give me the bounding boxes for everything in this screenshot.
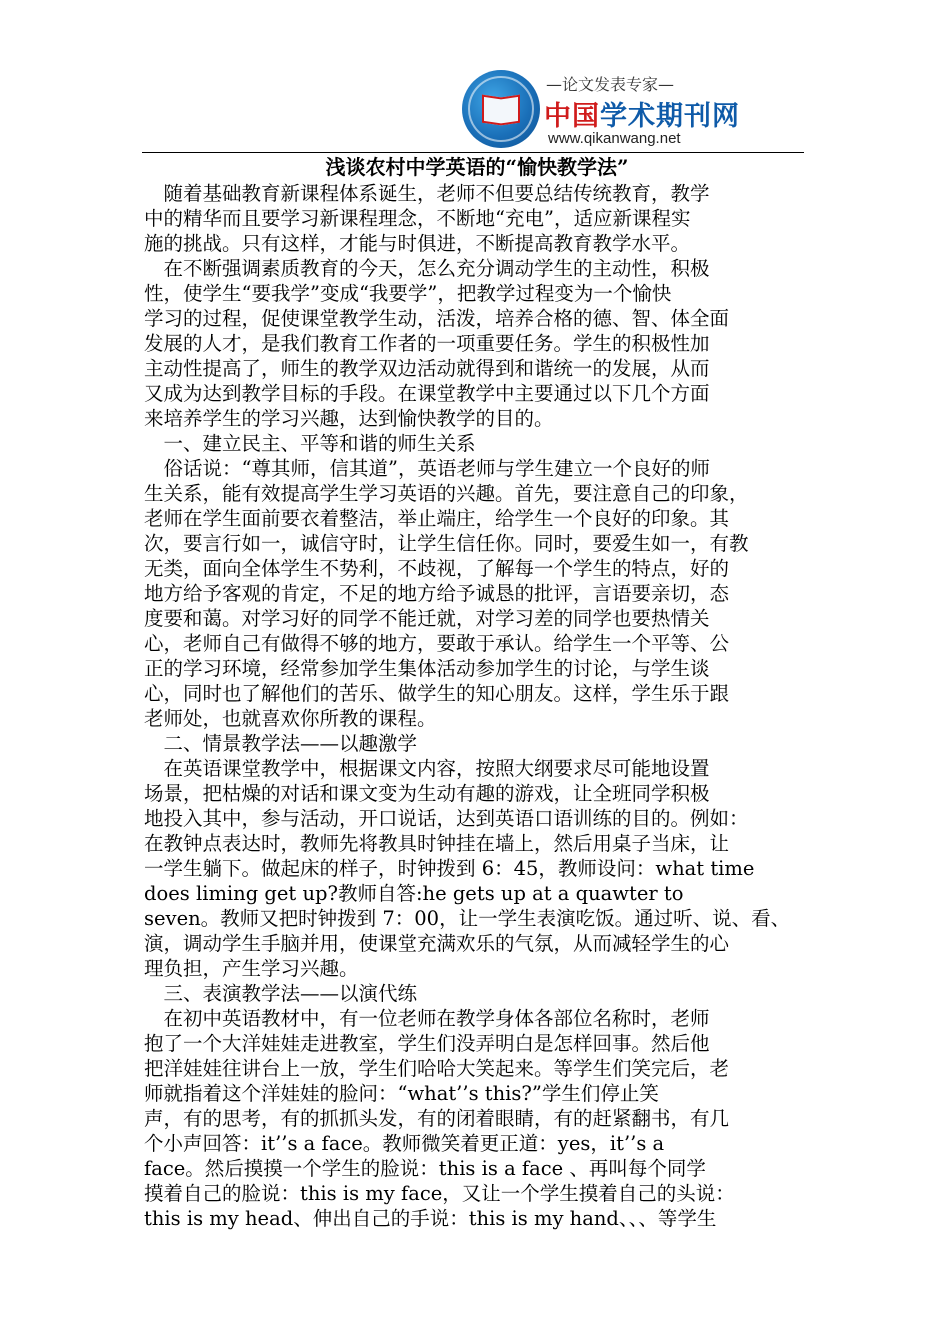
- text-line: 性，使学生“要我学”变成“我要学”，把教学过程变为一个愉快: [144, 282, 672, 305]
- text-line: does liming get up?教师自答:he gets up at a quawter to: [144, 882, 684, 905]
- logo-name-part1: 中国: [544, 101, 600, 132]
- text-line: 心，同时也了解他们的苦乐、做学生的知心朋友。这样，学生乐于跟: [144, 682, 730, 705]
- text-line: 学习的过程，促使课堂教学生动，活泼，培养合格的德、智、体全面: [144, 307, 730, 330]
- text-line: 演，调动学生手脑并用，使课堂充满欢乐的气氛，从而减轻学生的心: [144, 932, 730, 955]
- text-line: 摸着自己的脸说：this is my face，又让一个学生摸着自己的头说：: [144, 1182, 735, 1205]
- text-line: 施的挑战。只有这样，才能与时俱进，不断提高教育教学水平。: [144, 232, 691, 255]
- article-body: [144, 155, 810, 1231]
- text-line: 二、情景教学法——以趣激学: [144, 732, 418, 755]
- text-line: 又成为达到教学目标的手段。在课堂教学中主要通过以下几个方面: [144, 382, 710, 405]
- text-line: 老师在学生面前要衣着整洁，举止端庄，给学生一个良好的印象。其: [144, 507, 730, 530]
- open-book-icon: [482, 96, 520, 122]
- text-line: 俗话说：“尊其师，信其道”，英语老师与学生建立一个良好的师: [144, 457, 710, 480]
- text-line: 来培养学生的学习兴趣，达到愉快教学的目的。: [144, 407, 554, 430]
- article-lines: [144, 181, 810, 1231]
- text-line: 地投入其中，参与活动，开口说话，达到英语口语训练的目的。例如：: [144, 807, 749, 830]
- text-line: 一、建立民主、平等和谐的师生关系: [144, 432, 476, 455]
- text-line: 个小声回答：it’’s a face。教师微笑着更正道：yes，it’’s a: [144, 1132, 665, 1155]
- text-line: 抱了一个大洋娃娃走进教室，学生们没弄明白是怎样回事。然后他: [144, 1032, 710, 1055]
- text-line: 正的学习环境，经常参加学生集体活动参加学生的讨论，与学生谈: [144, 657, 710, 680]
- logo-name-part2: 学术期刊网: [600, 101, 740, 132]
- text-line: 理负担，产生学习兴趣。: [144, 957, 359, 980]
- text-line: 声，有的思考，有的抓抓头发，有的闭着眼睛，有的赶紧翻书，有几: [144, 1107, 730, 1130]
- text-line: 一学生躺下。做起床的样子，时钟拨到 6：45，教师设问：what time: [144, 857, 755, 880]
- text-line: 老师处，也就喜欢你所教的课程。: [144, 707, 437, 730]
- book-emblem-icon: [462, 70, 540, 148]
- text-line: 主动性提高了，师生的教学双边活动就得到和谐统一的发展，从而: [144, 357, 710, 380]
- text-line: 生关系，能有效提高学生学习英语的兴趣。首先，要注意自己的印象，: [144, 482, 749, 505]
- article-title: 浅谈农村中学英语的“愉快教学法”: [325, 155, 629, 179]
- logo-tagline: —论文发表专家—: [546, 75, 675, 94]
- header-divider: [142, 152, 804, 153]
- text-line: 在不断强调素质教育的今天，怎么充分调动学生的主动性，积极: [144, 257, 710, 280]
- text-line: 次，要言行如一，诚信守时，让学生信任你。同时，要爱生如一，有教: [144, 532, 749, 555]
- text-line: 心，老师自己有做得不够的地方，要敢于承认。给学生一个平等、公: [144, 632, 730, 655]
- text-line: this is my head、伸出自己的手说：this is my hand、、、等学生: [144, 1207, 717, 1230]
- journal-logo: [462, 70, 740, 152]
- text-line: 师就指着这个洋娃娃的脸问：“what’’s this?”学生们停止笑: [144, 1082, 659, 1105]
- text-line: 三、表演教学法——以演代练: [144, 982, 418, 1005]
- text-line: 发展的人才，是我们教育工作者的一项重要任务。学生的积极性加: [144, 332, 710, 355]
- text-line: 度要和蔼。对学习好的同学不能迁就，对学习差的同学也要热情关: [144, 607, 710, 630]
- text-line: 随着基础教育新课程体系诞生，老师不但要总结传统教育，教学: [144, 182, 710, 205]
- logo-name: [544, 94, 740, 133]
- text-line: 在英语课堂教学中，根据课文内容，按照大纲要求尽可能地设置: [144, 757, 710, 780]
- text-line: 把洋娃娃往讲台上一放，学生们哈哈大笑起来。等学生们笑完后，老: [144, 1057, 730, 1080]
- text-line: 无类，面向全体学生不势利，不歧视，了解每一个学生的特点，好的: [144, 557, 730, 580]
- text-line: 地方给予客观的肯定，不足的地方给予诚恳的批评，言语要亲切，态: [144, 582, 730, 605]
- text-line: 在初中英语教材中，有一位老师在教学身体各部位名称时，老师: [144, 1007, 710, 1030]
- text-line: 在教钟点表达时，教师先将教具时钟挂在墙上，然后用桌子当床，让: [144, 832, 730, 855]
- logo-url: www.qikanwang.net: [548, 130, 681, 147]
- text-line: face。然后摸摸一个学生的脸说：this is a face 、再叫每个同学: [144, 1157, 706, 1180]
- text-line: seven。教师又把时钟拨到 7：00，让一学生表演吃饭。通过听、说、看、: [144, 907, 791, 930]
- text-line: 中的精华而且要学习新课程理念，不断地“充电”，适应新课程实: [144, 207, 691, 230]
- text-line: 场景，把枯燥的对话和课文变为生动有趣的游戏，让全班同学积极: [144, 782, 710, 805]
